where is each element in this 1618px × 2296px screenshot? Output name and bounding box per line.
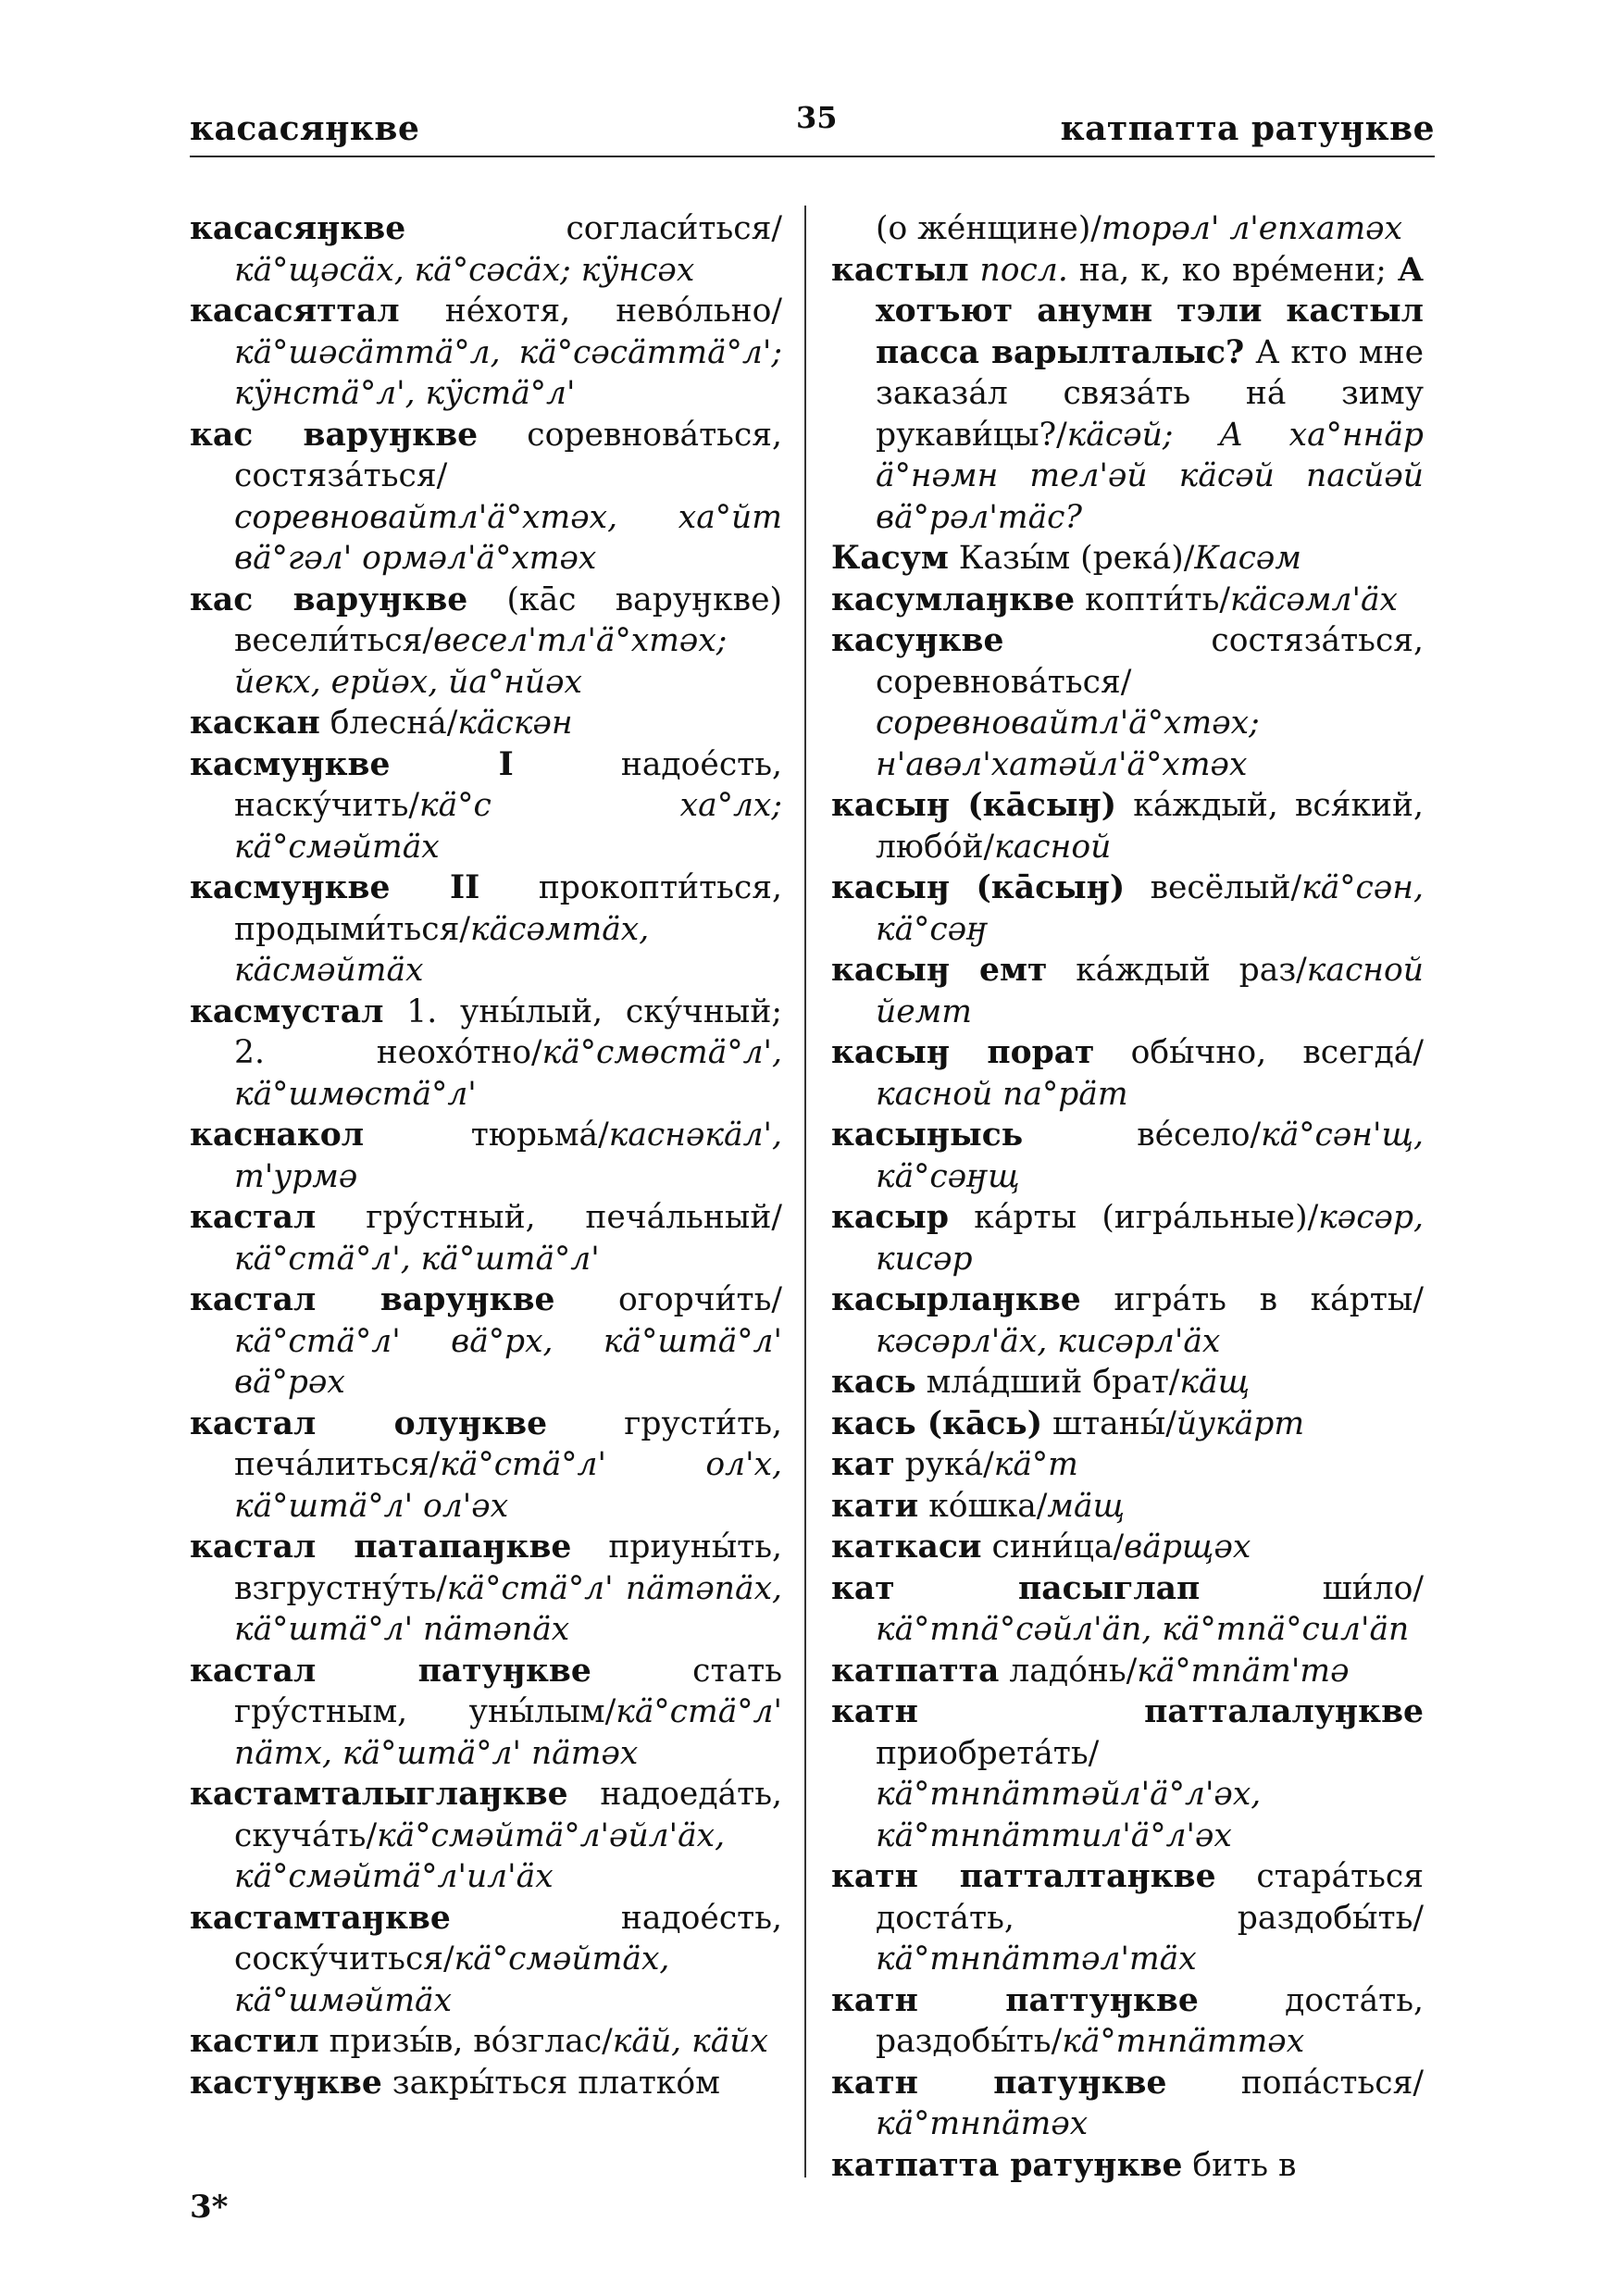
- entry-translation: йукӓрт: [1176, 1404, 1305, 1442]
- entry-definition: мла́дший брат: [926, 1364, 1169, 1401]
- entry-headword: касуӈкве: [831, 622, 1004, 659]
- entry-headword: кась: [831, 1364, 916, 1401]
- entry-definition: ши́ло: [1322, 1569, 1413, 1607]
- dictionary-entry: [831, 208, 1424, 250]
- entry-translation: кӓ°тпӓ°сəйл'ӓп, кӓ°тпӓ°сил'ӓп: [876, 1611, 1410, 1648]
- entry-headword: кастуӈкве: [190, 2064, 382, 2102]
- entry-headword: кастал олуӈкве: [190, 1404, 548, 1442]
- entry-headword: кастал патапаӈкве: [190, 1529, 572, 1566]
- entry-headword: касыӈ (ка̄сыӈ): [831, 869, 1126, 906]
- entry-headword: касумлаӈкве: [831, 580, 1076, 618]
- entry-translation: кӓсəмл'ӓх: [1229, 580, 1398, 618]
- entry-headword: каснакол: [190, 1117, 365, 1154]
- entry-definition: грусти́ть, печа́литься: [234, 1404, 782, 1483]
- entry-translation: кӓщ: [1179, 1364, 1251, 1401]
- entry-headword: катн патталалуӈкве: [831, 1693, 1424, 1730]
- entry-separator: /: [1088, 1734, 1100, 1772]
- entry-definition: надоеда́ть, скуча́ть: [234, 1776, 782, 1854]
- dictionary-entry: [831, 1527, 1424, 1568]
- entry-translation: касной па°рӓт: [876, 1075, 1128, 1113]
- entry-headword: катн патталтаӈкве: [831, 1858, 1216, 1895]
- dictionary-entry: [831, 2145, 1424, 2187]
- dictionary-entry: [831, 1115, 1424, 1197]
- entry-separator: /: [1413, 1281, 1424, 1318]
- dictionary-entry: [190, 1404, 782, 1528]
- entry-definition: ладо́нь: [1009, 1652, 1126, 1690]
- entry-separator: /: [422, 622, 434, 659]
- entry-headword: каскан: [190, 705, 320, 742]
- printer-signature: 3*: [190, 2189, 229, 2226]
- entry-definition: согласи́ться: [566, 210, 772, 247]
- entry-translation: соревновайтл'ӓ°хтəх, ха°йт вӓ°гəл' ормəл'ӓ°хтəх: [234, 498, 782, 577]
- entry-separator: /: [602, 2023, 613, 2060]
- entry-headword: кастыл: [831, 251, 969, 289]
- entry-separator: /: [429, 1446, 441, 1483]
- entry-definition: штаны́: [1052, 1404, 1166, 1442]
- entry-separator: /: [436, 457, 448, 494]
- dictionary-entry: [831, 1362, 1424, 1404]
- entry-separator: /: [983, 828, 995, 866]
- dictionary-entry: [831, 1651, 1424, 1692]
- entry-definition: сини́ца: [991, 1529, 1114, 1566]
- entry-definition: блесна́: [330, 705, 447, 742]
- entry-translation: касной: [994, 828, 1112, 866]
- dictionary-entry: [831, 250, 1424, 539]
- dictionary-entry: [190, 1774, 782, 1898]
- dictionary-entry: [190, 992, 782, 1116]
- entry-headword: катпатта ратуӈкве: [831, 2146, 1183, 2184]
- entry-definition: приуны́ть, взгрустну́ть: [234, 1529, 783, 1607]
- entry-translation: каснəкӓл', т'урмə: [234, 1117, 782, 1195]
- entry-separator: /: [1250, 1117, 1262, 1154]
- entry-headword: кастил: [190, 2023, 319, 2060]
- dictionary-entry: [190, 703, 782, 744]
- dictionary-entry: [190, 1527, 782, 1651]
- entry-separator: /: [1113, 1529, 1125, 1566]
- entry-translation: соревновайтл'ӓ°хтəх; н'авəл'хатəйл'ӓ°хтəх: [876, 705, 1260, 783]
- entry-separator: /: [1413, 1569, 1424, 1607]
- entry-headword: кась (ка̄сь): [831, 1404, 1043, 1442]
- dictionary-entry: [831, 1856, 1424, 1980]
- entry-translation: кӓ°смəйтӓ°л'əйл'ӓх, кӓ°смəйтӓ°л'ил'ӓх: [234, 1816, 726, 1895]
- entry-separator: /: [1090, 210, 1101, 247]
- entry-separator: /: [1290, 869, 1302, 906]
- dictionary-entry: [831, 1197, 1424, 1279]
- entry-separator: /: [604, 1693, 616, 1730]
- entry-headword: кас варуӈкве: [190, 416, 479, 454]
- entry-translation: кӓ°стӓ°л', кӓ°штӓ°л': [234, 1240, 600, 1278]
- entry-translation: касной йемт: [876, 952, 1424, 1030]
- entry-definition: состяза́ться, соревнова́ться: [876, 622, 1424, 701]
- entry-separator: /: [408, 787, 420, 824]
- entry-headword: касмустал: [190, 992, 384, 1030]
- entry-separator: /: [771, 1199, 782, 1236]
- entry-separator: /: [1036, 1487, 1048, 1525]
- entry-separator: /: [1219, 580, 1230, 618]
- entry-translation: Касəм: [1194, 540, 1301, 577]
- entry-definition: ве́село: [1137, 1117, 1251, 1154]
- dictionary-entry: [831, 538, 1424, 580]
- entry-separator: /: [459, 910, 470, 948]
- entry-separator: /: [1051, 2023, 1063, 2060]
- entry-separator: /: [598, 1117, 609, 1154]
- dictionary-entry: [190, 580, 782, 704]
- entry-translation: кӓ°щəсӓх, кӓ°сəсӓх; кӱнсəх: [234, 251, 695, 289]
- entry-translation: кӓ°сəн'щ, кӓ°сəӈщ: [876, 1117, 1424, 1195]
- entry-definition: весёлый: [1150, 869, 1291, 906]
- entry-definition: надое́сть, наску́чить: [234, 745, 782, 824]
- dictionary-entry: [190, 744, 782, 868]
- dictionary-entry: [831, 785, 1424, 867]
- entry-translation: кӓ°тнпӓттəл'тӓх: [876, 1940, 1197, 1978]
- entry-definition: (ка̄с варуӈкве) весели́ться: [234, 580, 782, 659]
- entry-headword: кастал: [190, 1199, 317, 1236]
- entry-definition: ко́шка: [928, 1487, 1037, 1525]
- entry-definition: тюрьма́: [470, 1117, 599, 1154]
- entry-translation: кӓ°тнпӓтəх: [876, 2105, 1089, 2142]
- entry-translation: кӓ°стӓ°л' вӓ°рх, кӓ°штӓ°л' вӓ°рəх: [234, 1322, 782, 1401]
- entry-headword: катпатта: [831, 1652, 1000, 1690]
- entry-separator: /: [436, 1569, 447, 1607]
- entry-example: А хотъют анумн тэли кастыл пасса варылталыс?: [876, 251, 1424, 371]
- dictionary-entry: [831, 1980, 1424, 2063]
- dictionary-entry: [190, 1279, 782, 1404]
- entry-translation: мӓщ: [1047, 1487, 1126, 1525]
- column-divider: [804, 206, 806, 2177]
- entry-translation: кӓ°с ха°лх; кӓ°смəйтӓх: [234, 787, 782, 866]
- entry-definition: стара́ться доста́ть, раздобы́ть: [876, 1858, 1424, 1937]
- dictionary-entry: [831, 580, 1424, 621]
- entry-separator: /: [443, 1940, 454, 1978]
- dictionary-entry: [190, 1115, 782, 1197]
- entry-separator: /: [771, 210, 782, 247]
- entry-definition: попа́сться: [1240, 2064, 1413, 2102]
- entry-definition: стать гру́стным, уны́лым: [234, 1652, 783, 1730]
- entry-headword: касмуӈкве II: [190, 869, 480, 906]
- entry-definition: приобрета́ть: [876, 1734, 1089, 1772]
- entry-headword: кастамтаӈкве: [190, 1899, 451, 1937]
- dictionary-entry: [831, 950, 1424, 1032]
- entry-translation: кӓ°смөстӓ°л', кӓ°шмөстӓ°л': [234, 1034, 782, 1113]
- dictionary-entry: [831, 2063, 1424, 2145]
- entry-translation: кӓ°тпӓт'тə: [1137, 1652, 1350, 1690]
- dictionary-entry: [831, 1404, 1424, 1445]
- entry-translation: кӓ°стӓ°л' ол'х, кӓ°штӓ°л' ол'əх: [234, 1446, 782, 1525]
- entry-translation: кӓсəй; А ха°ннӓр ӓ°нəмн тел'əй кӓсəй пасйəй вӓ°рəл'тӓс?: [876, 416, 1424, 536]
- entry-definition: огорчи́ть: [618, 1281, 772, 1318]
- entry-translation: кӓскəн: [457, 705, 573, 742]
- dictionary-entry: [190, 1651, 782, 1775]
- entry-translation: кӓ°стӓ°л' пӓтəпӓх, кӓ°штӓ°л' пӓтəпӓх: [234, 1569, 782, 1648]
- entry-translation: кӓ°т: [993, 1446, 1078, 1483]
- running-header: [190, 100, 1435, 152]
- dictionary-entry: [190, 1197, 782, 1279]
- entry-translation: торəл' л'епхатəх: [1101, 210, 1403, 247]
- dictionary-entry: [831, 1444, 1424, 1486]
- entry-headword: кат: [831, 1446, 895, 1483]
- entry-separator: /: [1307, 1199, 1319, 1236]
- header-rule: [190, 156, 1435, 157]
- entry-definition: ка́рты (игра́льные): [974, 1199, 1308, 1236]
- entry-definition: гру́стный, печа́льный: [366, 1199, 772, 1236]
- entry-definition: не́хотя, нево́льно: [444, 293, 772, 330]
- entry-definition: (о же́нщине): [876, 210, 1091, 247]
- entry-separator: /: [1413, 1899, 1424, 1937]
- entry-headword: катн патуӈкве: [831, 2064, 1167, 2102]
- entry-translation: кӓ°тнпӓттəх: [1062, 2023, 1305, 2060]
- dictionary-entry: [190, 291, 782, 415]
- entry-definition: игра́ть в ка́рты: [1114, 1281, 1413, 1318]
- entry-headword: каткаси: [831, 1529, 982, 1566]
- entry-headword: кастамталыглаӈкве: [190, 1776, 568, 1813]
- entry-separator: /: [530, 1034, 542, 1071]
- entry-translation: кӓй, кӓйх: [612, 2023, 768, 2060]
- entry-translation: кəсəрл'ӓх, кисəрл'ӓх: [876, 1322, 1221, 1360]
- entry-definition: 1. уны́лый, ску́чный; 2. неохо́тно: [234, 992, 782, 1071]
- entry-separator: /: [771, 293, 782, 330]
- entry-headword: касырлаӈкве: [831, 1281, 1081, 1318]
- entry-separator: /: [366, 1816, 378, 1854]
- entry-separator: /: [446, 705, 458, 742]
- entry-translation: кӓ°стӓ°л' пӓтх, кӓ°штӓ°л' пӓтəх: [234, 1693, 782, 1772]
- dictionary-entry: [190, 208, 782, 291]
- dictionary-entry: [831, 867, 1424, 950]
- entry-separator: /: [771, 1281, 782, 1318]
- entry-headword: касыӈ порат: [831, 1034, 1095, 1071]
- entry-headword: Касум: [831, 540, 949, 577]
- entry-separator: /: [1183, 540, 1195, 577]
- entry-translation: кəсəр, кисəр: [876, 1199, 1424, 1278]
- entry-definition: соревнова́ться, состяза́ться: [234, 416, 782, 494]
- entry-translation: кӓ°сəн, кӓ°сəӈ: [876, 869, 1424, 948]
- entry-definition: надое́сть, соску́читься: [234, 1899, 782, 1978]
- entry-definition: закры́ться платко́м: [392, 2064, 720, 2102]
- entry-separator: /: [1413, 1034, 1425, 1071]
- entry-abbreviation: посл.: [979, 251, 1068, 289]
- entry-definition: рука́: [904, 1446, 984, 1483]
- dictionary-entry: [831, 1568, 1424, 1651]
- entry-translation: кӓ°смəйтӓх, кӓ°шмəйтӓх: [234, 1940, 670, 2019]
- entry-headword: катн паттуӈкве: [831, 1981, 1199, 2019]
- entry-headword: кастал патуӈкве: [190, 1652, 591, 1690]
- entry-definition: Казы́м (река́): [958, 540, 1184, 577]
- entry-headword: касасяӈкве: [190, 210, 406, 247]
- entry-example-translation: А кто мне заказа́л связа́ть на́ зиму рукави́цы?: [876, 333, 1425, 454]
- entry-translation: вӓрщəх: [1124, 1529, 1251, 1566]
- entry-translation: кӓсəмтӓх, кӓсмəйтӓх: [234, 910, 650, 989]
- entry-separator: /: [1165, 1404, 1176, 1442]
- dictionary-entry: [831, 620, 1424, 785]
- entry-definition: обы́чно, всегда́: [1130, 1034, 1413, 1071]
- dictionary-entry: [190, 415, 782, 580]
- dictionary-entry: [190, 1898, 782, 2022]
- entry-definition: ка́ждый, вся́кий, любо́й: [876, 787, 1424, 866]
- entry-translation: кӓ°шəсӓттӓ°л, кӓ°сəсӓттӓ°л'; кӱнстӓ°л', кӱстӓ°л': [234, 333, 782, 412]
- entry-headword: кас варуӈкве: [190, 580, 468, 618]
- entry-separator: /: [1056, 416, 1067, 454]
- dictionary-entry: [190, 2063, 782, 2104]
- right-running-headword: катпатта ратуӈкве: [1060, 109, 1435, 148]
- dictionary-entry: [190, 867, 782, 992]
- right-column: [831, 208, 1424, 2186]
- entry-definition: прокопти́ться, продыми́ться: [234, 869, 782, 948]
- dictionary-entry: [831, 1486, 1424, 1528]
- entry-headword: кати: [831, 1487, 919, 1525]
- dictionary-entry: [831, 1032, 1424, 1115]
- entry-definition: бить в: [1192, 2146, 1297, 2184]
- entry-translation: весел'тл'ӓ°хтəх; йекх, ерйəх, йа°нйəх: [234, 622, 728, 701]
- left-column: [190, 208, 782, 2103]
- entry-headword: касасяттал: [190, 293, 400, 330]
- dictionary-entry: [831, 1691, 1424, 1856]
- entry-definition: на, к, ко вре́мени;: [1078, 251, 1387, 289]
- entry-translation: кӓ°тнпӓттəйл'ӓ°л'əх, кӓ°тнпӓттил'ӓ°л'əх: [876, 1776, 1262, 1854]
- entry-definition: копти́ть: [1085, 580, 1220, 618]
- entry-separator: /: [1126, 1652, 1138, 1690]
- page-number: 35: [796, 100, 838, 135]
- entry-separator: /: [1413, 2064, 1424, 2102]
- entry-headword: касыӈ (ка̄сыӈ): [831, 787, 1117, 824]
- entry-definition: доста́ть, раздобы́ть: [876, 1981, 1424, 2060]
- entry-definition: ка́ждый раз: [1076, 952, 1297, 989]
- entry-separator: /: [1296, 952, 1307, 989]
- entry-headword: касыӈысь: [831, 1117, 1024, 1154]
- dictionary-entry: [190, 2021, 782, 2063]
- entry-separator: /: [1168, 1364, 1180, 1401]
- dictionary-entry: [831, 1279, 1424, 1362]
- entry-headword: касыӈ емт: [831, 952, 1048, 989]
- entry-headword: касмуӈкве I: [190, 745, 514, 783]
- entry-definition: призы́в, во́зглас: [329, 2023, 603, 2060]
- left-running-headword: касасяӈкве: [190, 109, 420, 148]
- entry-headword: касыр: [831, 1199, 949, 1236]
- entry-headword: кастал варуӈкве: [190, 1281, 555, 1318]
- entry-headword: кат пасыглап: [831, 1569, 1201, 1607]
- entry-separator: /: [1120, 663, 1132, 701]
- entry-separator: /: [983, 1446, 994, 1483]
